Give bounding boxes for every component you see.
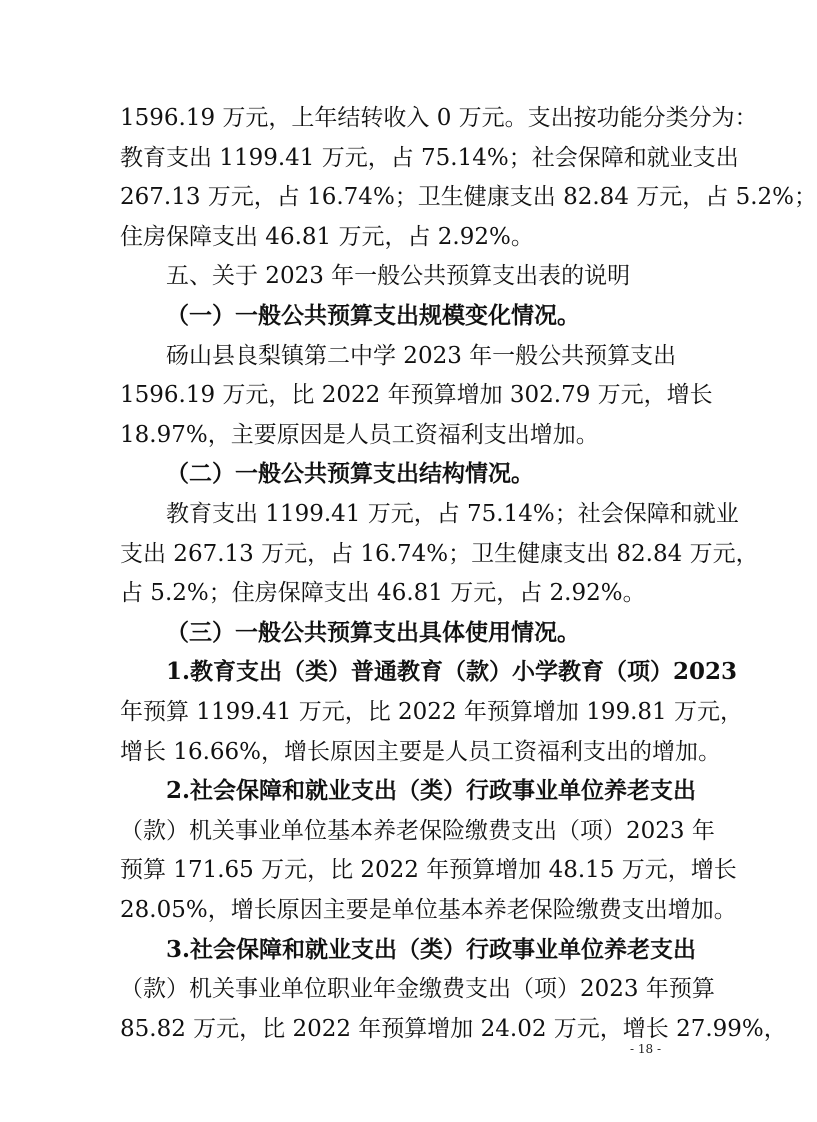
item-heading: 1.教育支出（类）普通教育（款）小学教育（项）2023 xyxy=(166,658,738,686)
body-text-line: 267.13 万元，占 16.74%；卫生健康支出 82.84 万元，占 5.2%； xyxy=(120,184,817,211)
body-text-line: 预算 171.65 万元，比 2022 年预算增加 48.15 万元，增长 xyxy=(120,857,737,884)
page-number: - 18 - xyxy=(630,1042,662,1056)
subsection-heading: （二）一般公共预算支出结构情况。 xyxy=(166,460,534,488)
body-text-line: 增长 16.66%，增长原因主要是人员工资福利支出的增加。 xyxy=(120,738,722,765)
body-text-line: 1596.19 万元，上年结转收入 0 万元。支出按功能分类分为： xyxy=(120,105,758,131)
subsection-heading: （一）一般公共预算支出规模变化情况。 xyxy=(166,302,580,329)
item-heading: 2.社会保障和就业支出（类）行政事业单位养老支出 xyxy=(166,777,697,805)
body-text-line: （款）机关事业单位职业年金缴费支出（项）2023 年预算 xyxy=(120,976,715,1003)
body-text-line: 18.97%，主要原因是人员工资福利支出增加。 xyxy=(120,421,599,448)
body-text-line: 85.82 万元，比 2022 年预算增加 24.02 万元，增长 27.99%， xyxy=(120,1015,787,1042)
body-text-line: 支出 267.13 万元，占 16.74%；卫生健康支出 82.84 万元， xyxy=(120,540,759,567)
subsection-heading: （三）一般公共预算支出具体使用情况。 xyxy=(166,618,580,646)
item-heading: 3.社会保障和就业支出（类）行政事业单位养老支出 xyxy=(166,935,697,963)
body-text-line: 年预算 1199.41 万元，比 2022 年预算增加 199.81 万元， xyxy=(120,699,743,725)
body-text-line: （款）机关事业单位基本养老保险缴费支出（项）2023 年 xyxy=(120,817,715,844)
body-text-line: 占 5.2%；住房保障支出 46.81 万元，占 2.92%。 xyxy=(120,580,646,607)
body-text-line: 住房保障支出 46.81 万元，占 2.92%。 xyxy=(120,223,534,250)
body-text-line: 教育支出 1199.41 万元，占 75.14%；社会保障和就业支出 xyxy=(120,144,739,171)
body-text-line: 砀山县良梨镇第二中学 2023 年一般公共预算支出 xyxy=(166,342,677,369)
section-heading: 五、关于 2023 年一般公共预算支出表的说明 xyxy=(166,263,631,290)
body-text-line: 教育支出 1199.41 万元，占 75.14%；社会保障和就业 xyxy=(166,501,739,527)
body-text-line: 1596.19 万元，比 2022 年预算增加 302.79 万元，增长 xyxy=(120,382,713,409)
body-text-line: 28.05%，增长原因主要是单位基本养老保险缴费支出增加。 xyxy=(120,897,737,923)
